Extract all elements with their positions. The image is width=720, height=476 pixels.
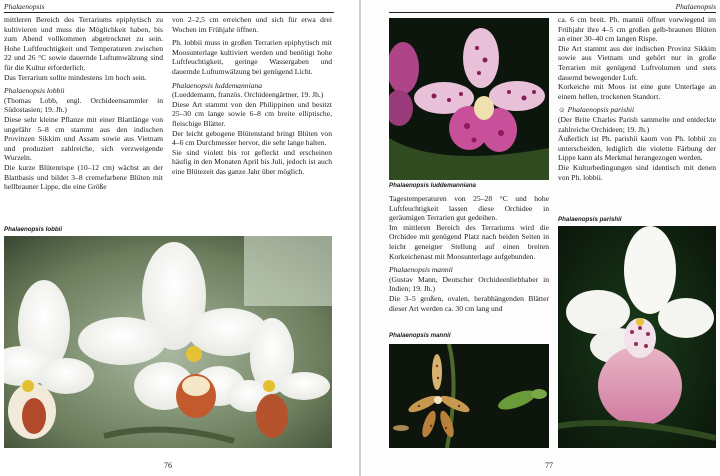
species-etymology: (Gustav Mann, Deutscher Orchideenliebhaber in Indien; 19. Jh.): [389, 274, 549, 294]
paragraph: Im mittleren Bereich des Terrariums wird die Orchidee mit genügend Platz nach beiden Seiten in leicht geneigter Stellung auf einen breiten Korkeichenast mit Moosunterlage aufgebunden.: [389, 222, 549, 261]
species-etymology: (Der Brite Charles Parish sammelte und entdeckte zahlreiche Orchideen; 19. Jh.): [558, 114, 716, 134]
paragraph: Die 3–5 großen, ovalen, herabhängenden Blätter dieser Art werden ca. 30 cm lang und: [389, 293, 549, 313]
paragraph: Korkeiche mit Moos ist eine gute Unterlage an einem hellen, trockenen Standort.: [558, 82, 716, 101]
species-etymology: (Thomas Lobb, engl. Orchideensammler in Südostasien; 19. Jh.): [4, 95, 163, 115]
right-column-1: [389, 194, 549, 313]
paragraph: Äußerlich ist Ph. parishii kaum von Ph. lobbii zu unterscheiden, lediglich die violette Färbung der Lippe kann als Merkmal herangezogen werden.: [558, 134, 716, 163]
species-etymology: (Lueddemann, französ. Orchideengärtner, 19. Jh.): [172, 90, 324, 100]
paragraph: von 2–2,5 cm erreichen und sich für etwa drei Wochen im Frühjahr öffnen.: [172, 15, 332, 34]
paragraph: mittleren Bereich des Terrariums epiphytisch zu kultivieren und muss die Möglichkeit haben, bis zum Abend vollkommen abgetrocknet zu sein. Hohe Luftfeuchtigkeit und Temperaturen zwischen 22 und 26 °C sowie dauernde Luftumwälzung sind für die Kultur erforderlich.: [4, 15, 163, 72]
paragraph: Das Terrarium sollte mindestens 1m hoch sein.: [4, 72, 147, 82]
left-column-1: [4, 15, 163, 192]
page-number-left: 76: [164, 461, 172, 470]
paragraph: Diese sehr kleine Pflanze mit einer Blattlänge von ungefähr 5–8 cm stammt aus den indischen Provinzen Sikkim und Assam sowie aus Vietnam und produziert zahlreiche, sich verzweigende Wurzeln.: [4, 114, 163, 163]
species-heading: ☺ Phalaenopsis parishii: [558, 105, 635, 115]
photo-phalaenopsis-mannii: [389, 344, 549, 448]
photo-phalaenopsis-luddemanniana: [389, 18, 549, 180]
photo-phalaenopsis-lobbii: [4, 236, 332, 448]
running-head-left: Phalaenopsis: [4, 2, 45, 11]
paragraph: Die Kulturbedingungen sind identisch mit denen von Ph. lobbii.: [558, 162, 716, 182]
right-page: [361, 0, 720, 476]
paragraph: Die kurze Blütenrispe (10–12 cm) wächst an der Blattbasis und bildet 3–8 cremefarbene Blüten mit hellbrauner Lippe, die eine Größe: [4, 162, 163, 192]
species-heading: Phalaenopsis mannii: [389, 265, 453, 275]
species-heading: Phalaenopsis luddemanniana: [172, 80, 263, 90]
paragraph: Tagestemperaturen von 25–28 °C und hohe Luftfeuchtigkeit lassen diese Orchidee in geräumigen Terrarien gut gedeihen.: [389, 194, 549, 223]
mannii-bud: [393, 425, 409, 431]
caption-mannii: Phalaenopsis mannii: [389, 332, 451, 339]
running-head-right: Phalaenopsis: [675, 2, 716, 11]
page-number-right: 77: [545, 461, 553, 470]
species-heading: Phalaenopsis lobbii: [4, 86, 65, 96]
paragraph: Sie sind violett bis rot gefleckt und erscheinen häufig in den Monaten April bis Juli, jedoch ist auch eine Blütezeit das ganze Jahr über möglich.: [172, 147, 332, 176]
caption-lobbii: Phalaenopsis lobbii: [4, 226, 63, 233]
paragraph: Ph. lobbii muss in großen Terrarien epiphytisch mit Moosunterlage kultiviert werden und benötigt hohe Luftfeuchtigkeit, geringe Wassergaben und dauernde Luftumwälzung bei genügend Licht.: [172, 38, 332, 76]
caption-luddemanniana: Phalaenopsis luddemanniana: [389, 182, 476, 189]
left-column-2: [172, 15, 332, 177]
right-column-2: [558, 15, 716, 182]
caption-parishii: Phalaenopsis parishii: [558, 216, 622, 223]
header-rule-right: [389, 12, 716, 13]
paragraph: Die Art stammt aus der indischen Provinz Sikkim sowie aus Vietnam und gehört nur in große Terrarien mit genügend Luftvolumen und stets dauernd bewegender Luft.: [558, 43, 716, 82]
paragraph: ca. 6 cm breit. Ph. mannii öffnet vorwiegend im Frühjahr ihre 4–5 cm großen gelb-braunen Blüten an einer 30–40 cm langen Rispe.: [558, 15, 716, 44]
header-rule-left: [4, 12, 334, 13]
paragraph: Der leicht gebogene Blütenstand bringt Blüten von 4–6 cm Durchmesser hervor, die sehr lange halten.: [172, 128, 332, 148]
paragraph: Diese Art stammt von den Philippinen und besitzt 25–30 cm lange sowie 6–8 cm breite elliptische, fleischige Blätter.: [172, 99, 332, 128]
photo-phalaenopsis-parishii: [558, 226, 716, 448]
